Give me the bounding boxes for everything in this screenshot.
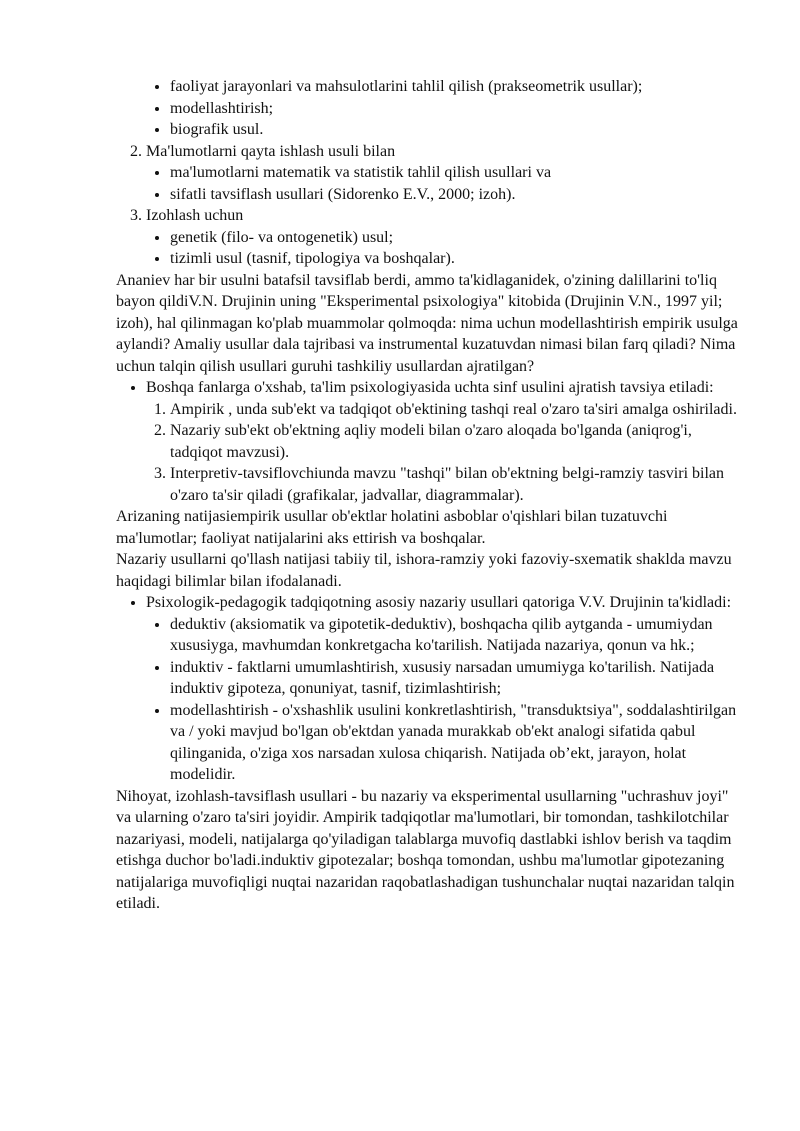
list-item	[146, 592, 746, 786]
theory-methods-list	[146, 614, 746, 786]
bullet-list	[116, 377, 746, 506]
paragraph: Ananiev har bir usulni batafsil tavsiflab berdi, ammo ta'kidlaganidek, o'zining dalillarini to'liq bayon qildiV.N. Drujinin uning "Eksperimental psixologiya" kitobida (Drujinin V.N., 1997 yil; izoh), hal qilinmagan ko'plab muammolar qolmoqda: nima uchun modellashtirish empirik usulga aylandi? Amaliy usullar dala tajribasi va instrumental kuzatuvdan nimasi bilan farq qiladi? Nima uchun talqin qilish usullari guruhi tashkiliy usullardan ajratilgan?	[116, 271, 738, 375]
list-item: • induktiv - faktlarni umumlashtirish, xususiy narsadan umumiyga ko'tarilish. Natijada induktiv gipoteza, qonuniyat, tasnif, tizimlashtirish;	[170, 657, 746, 700]
numbered-item	[146, 205, 746, 270]
method-classes-list	[146, 399, 746, 507]
list-item: • ma'lumotlarni matematik va statistik tahlil qilish usullari va	[170, 162, 746, 184]
paragraph: Arizaning natijasiempirik usullar ob'ektlar holatini asboblar o'qishlari bilan tuzatuvchi ma'lumotlar; faoliyat natijalarini aks ettirish va boshqalar.	[116, 508, 668, 547]
list-item: • deduktiv (aksiomatik va gipotetik-deduktiv), boshqacha qilib aytganda - umumiydan xususiyga, mavhumdan konkretgacha ko'tarilish. Natijada nazariya, qonun va hk.;	[170, 614, 746, 657]
list-item: • sifatli tavsiflash usullari (Sidorenko E.V., 2000; izoh).	[170, 184, 746, 206]
paragraph: Nazariy usullarni qo'llash natijasi tabiiy til, ishora-ramziy yoki fazoviy-sxematik shaklda mavzu haqidagi bilimlar bilan ifodalanadi.	[116, 551, 732, 590]
numbered-item: 1. Ampirik , unda sub'ekt va tadqiqot ob'ektining tashqi real o'zaro ta'siri amalga oshiriladi.	[170, 399, 746, 421]
list-item: • genetik (filo- va ontogenetik) usul;	[170, 227, 746, 249]
list-item: • faoliyat jarayonlari va mahsulotlarini tahlil qilish (prakseometrik usullar);	[170, 76, 746, 98]
numbered-list	[116, 141, 746, 270]
numbered-item	[146, 141, 746, 206]
list-item: • modellashtirish;	[170, 98, 746, 120]
document-page	[116, 76, 746, 915]
sub-list	[146, 162, 746, 205]
list-item: • modellashtirish - o'xshashlik usulini konkretlashtirish, "transduktsiya", soddalashtirilgan va / yoki mavjud bo'lgan ob'ektdan yanada murakkab ob'ekt analogi sifatida qabul qilinganida, o'ziga xos narsadan xulosa chiqarish. Natijada ob’ekt, jarayon, holat modelidir.	[170, 700, 746, 786]
list-item-text: Psixologik-pedagogik tadqiqotning asosiy nazariy usullari qatoriga V.V. Drujinin ta'kidladi:	[146, 594, 732, 611]
numbered-item: 2. Nazariy sub'ekt ob'ektning aqliy modeli bilan o'zaro aloqada bo'lganda (aniqrog'i, tadqiqot mavzusi).	[170, 420, 746, 463]
list-item: • biografik usul.	[170, 119, 746, 141]
list-item-text: Boshqa fanlarga o'xshab, ta'lim psixologiyasida uchta sinf usulini ajratish tavsiya etiladi:	[146, 379, 714, 396]
numbered-item-title: Ma'lumotlarni qayta ishlash usuli bilan	[146, 142, 396, 160]
list-item: • tizimli usul (tasnif, tipologiya va boshqalar).	[170, 248, 746, 270]
paragraph: Nihoyat, izohlash-tavsiflash usullari - bu nazariy va eksperimental usullarning "uchrashuv joyi" va ularning o'zaro ta'siri joyidir. Ampirik tadqiqotlar ma'lumotlari, bir tomondan, tashkilotchilar nazariyasi, modeli, natijalarga qo'yiladigan talablarga muvofiq dastlabki ishlov berish va taqdim etishga duchor bo'ladi.induktiv gipotezalar; boshqa tomondan, ushbu ma'lumotlar gipotezaning natijalariga muvofiqligi nuqtai nazaridan raqobatlashadigan tushunchalar nuqtai nazaridan talqin etiladi.	[116, 787, 735, 912]
list-item	[146, 377, 746, 506]
sub-list	[146, 227, 746, 270]
methods-list	[116, 76, 746, 141]
numbered-item-title: Izohlash uchun	[146, 207, 244, 224]
numbered-item: 3. Interpretiv-tavsiflovchiunda mavzu "tashqi" bilan ob'ektning belgi-ramziy tasviri bilan o'zaro ta'sir qiladi (grafikalar, jadvallar, diagrammalar).	[170, 463, 746, 506]
bullet-list	[116, 592, 746, 786]
